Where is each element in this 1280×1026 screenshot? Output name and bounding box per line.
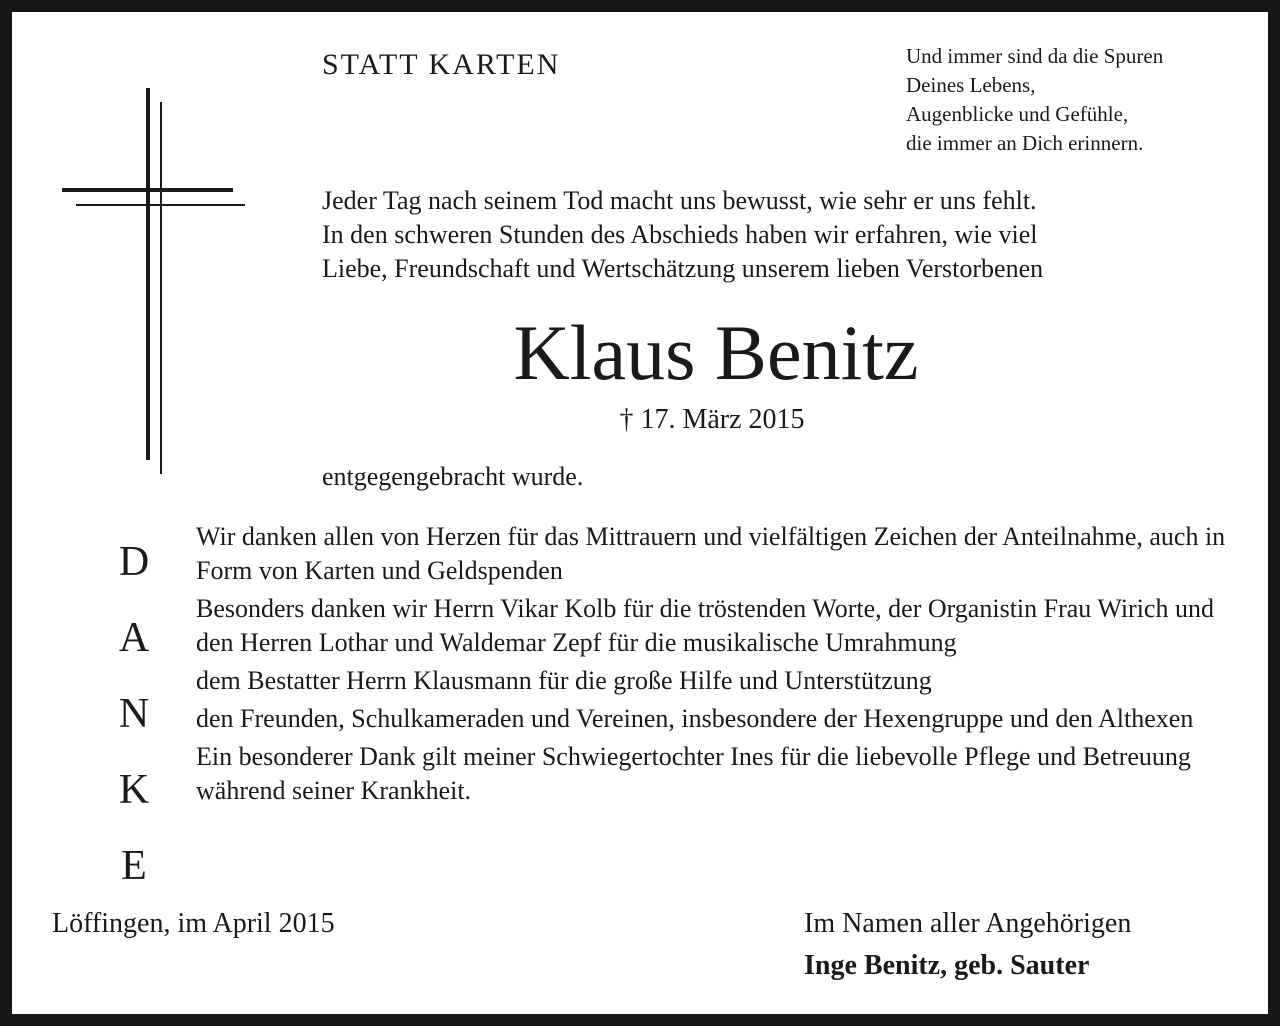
death-date: † 17. März 2015: [619, 404, 805, 435]
danke-letter: E: [121, 843, 147, 889]
poem-line: die immer an Dich erinnern.: [906, 131, 1144, 155]
intro-text: [322, 184, 1043, 286]
danke-letter: A: [118, 615, 150, 661]
poem-line: Augenblicke und Gefühle,: [906, 102, 1129, 126]
danke-vertical: [108, 524, 160, 904]
on-behalf-heading: Im Namen aller Angehörigen: [804, 908, 1132, 939]
place-date: Löffingen, im April 2015: [52, 908, 335, 939]
poem-line: Deines Lebens,: [906, 73, 1036, 97]
deceased-name: Klaus Benitz: [513, 309, 919, 396]
intro-line: In den schweren Stunden des Abschieds haben wir erfahren, wie viel: [322, 220, 1038, 249]
received-text: entgegengebracht wurde.: [322, 462, 584, 491]
danke-letter: D: [118, 539, 150, 585]
statt-karten-heading: STATT KARTEN: [322, 48, 561, 81]
intro-line: Jeder Tag nach seinem Tod macht uns bewusst, wie sehr er uns fehlt.: [322, 186, 1037, 215]
thanks-paragraph: den Freunden, Schulkameraden und Vereinen, insbesondere der Hexengruppe und den Althexen: [196, 704, 1194, 733]
poem-line: Und immer sind da die Spuren: [906, 44, 1164, 68]
intro-line: Liebe, Freundschaft und Wertschätzung unserem lieben Verstorbenen: [322, 254, 1044, 283]
thanks-paragraph: dem Bestatter Herrn Klausmann für die große Hilfe und Unterstützung: [196, 666, 932, 695]
signer-name: Inge Benitz, geb. Sauter: [804, 950, 1090, 981]
thanks-paragraph: Wir danken allen von Herzen für das Mittrauern und vielfältigen Zeichen der Anteilnahme, auch in Form von Karten und Geldspenden: [196, 522, 1226, 585]
danke-letter: K: [118, 767, 150, 813]
thanks-paragraph: Besonders danken wir Herrn Vikar Kolb für die tröstenden Worte, der Organistin Frau Wirich und den Herren Lothar und Waldemar Zepf für die musikalische Umrahmung: [196, 594, 1214, 657]
thanks-list: [196, 520, 1236, 812]
poem: [906, 42, 1163, 158]
danke-letter: N: [118, 691, 150, 737]
thanks-paragraph: Ein besonderer Dank gilt meiner Schwiegertochter Ines für die liebevolle Pflege und Betreuung während seiner Krankheit.: [196, 742, 1191, 805]
